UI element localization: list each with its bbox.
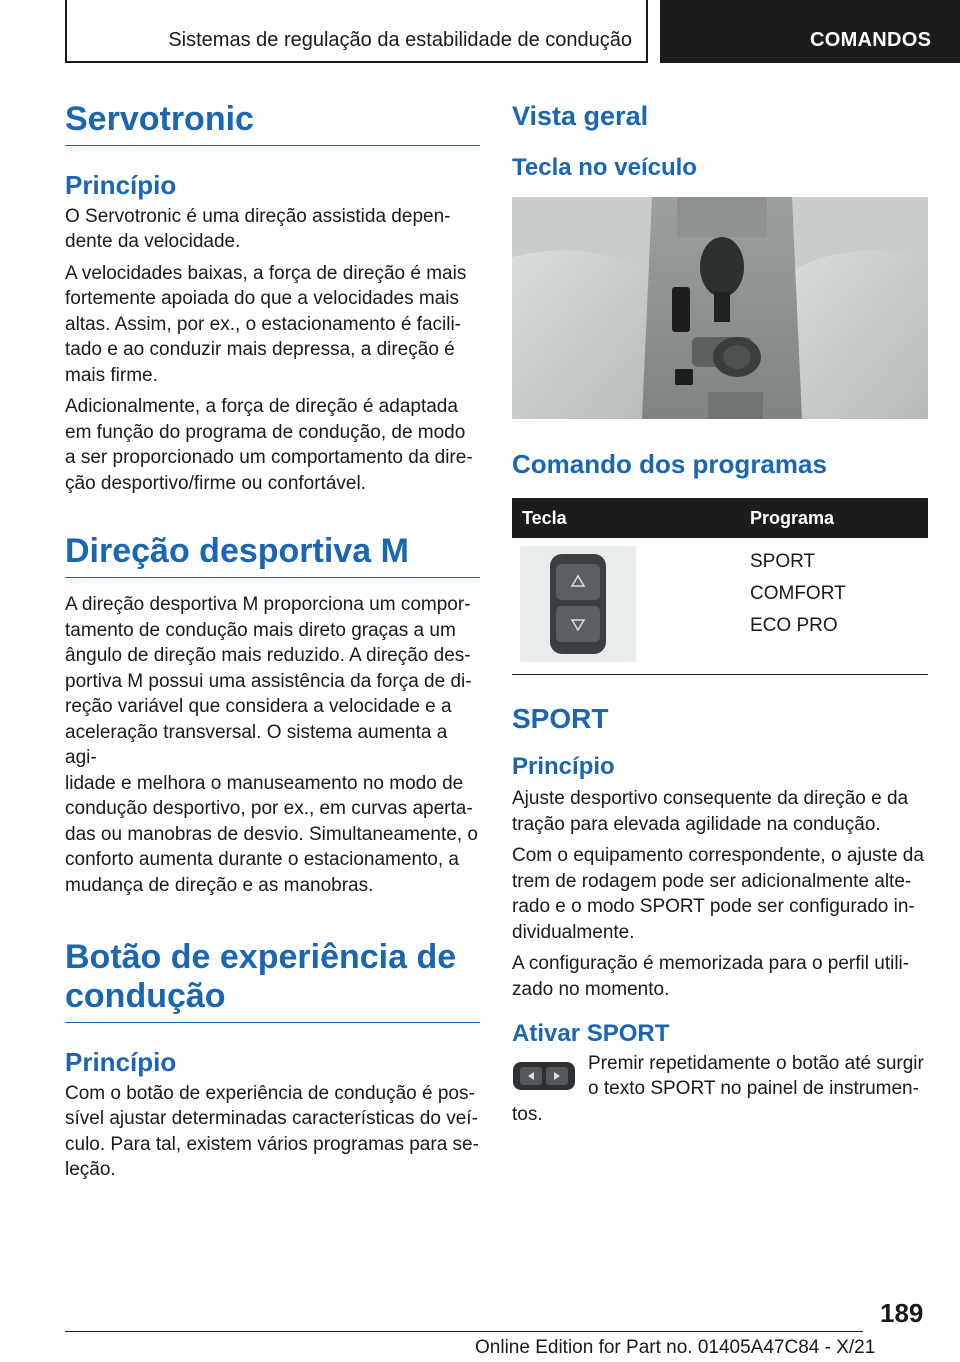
program-button-image xyxy=(520,546,636,662)
right-column xyxy=(512,100,928,1127)
paragraph: Adicionalmente, a força de direção é adaptada em função do programa de condução, de modo a ser proporcionado um comportamento da dire- ção desportivo/firme ou confortável. xyxy=(65,396,473,494)
rocker-switch-icon xyxy=(512,1059,576,1093)
paragraph: Com o equipamento correspondente, o ajuste da trem de rodagem pode ser adicionalmente alte- rado e o modo SPORT pode ser configurado in- dividualmente. xyxy=(512,845,924,943)
heading-rule xyxy=(65,1022,480,1023)
program-table xyxy=(512,498,928,672)
section-title: Sistemas de regulação da estabilidade de condução xyxy=(168,29,632,51)
heading-experience-button: Botão de experiência de condução xyxy=(65,938,457,1015)
paragraph: A velocidades baixas, a força de direção é mais fortemente apoiada do que a velocidades mais altas. Assim, por ex., o estacionamento é facili- tado e ao conduzir mais depressa, a direção é mais firme. xyxy=(65,262,467,386)
driving-experience-button-image xyxy=(512,1059,576,1093)
heading-servotronic: Servotronic xyxy=(65,100,254,138)
chapter-label: COMANDOS xyxy=(810,29,932,51)
page-number: 189 xyxy=(880,1298,924,1328)
table-bottom-rule xyxy=(512,674,928,675)
heading-rule xyxy=(65,577,480,578)
table-row xyxy=(512,538,928,672)
paragraph: O Servotronic é uma direção assistida depen- dente da velocidade. xyxy=(65,205,451,253)
heading-principle: Princípio xyxy=(512,753,615,781)
table-header-key: Tecla xyxy=(512,498,732,538)
vehicle-console-photo xyxy=(512,197,928,419)
paragraph: Premir repetidamente o botão até surgir o texto SPORT no painel de instrumen- tos. xyxy=(512,1052,924,1125)
heading-rule xyxy=(65,145,480,146)
heading-overview: Vista geral xyxy=(512,101,649,131)
heading-program-control: Comando dos programas xyxy=(512,449,827,480)
center-console-illustration xyxy=(512,197,928,419)
table-header-program: Programa xyxy=(732,498,928,538)
paragraph: A direção desportiva M proporciona um compor- tamento de condução mais direto graças a um ângulo de direção mais reduzido. A direção des- portiva M possui uma assistência da força de di- reção variável que considera a velocidade e a aceleração transversal. O sistema aumenta a agi- lidade e melhora o manuseamento no modo de condução desportivo, por ex., em curvas aperta- das ou manobras de desvio. Simultaneamente, o conforto aumenta durante o estacionamento, a mudança de direção e as manobras. xyxy=(65,594,478,896)
heading-sport: SPORT xyxy=(512,703,609,735)
paragraph: A configuração é memorizada para o perfil utili- zado no momento. xyxy=(512,953,910,1000)
edition-note: Online Edition for Part no. 01405A47C84 - X/21 xyxy=(475,1337,876,1358)
paragraph: Ajuste desportivo consequente da direção e da tração para elevada agilidade na condução. xyxy=(512,788,909,835)
up-down-switch-icon xyxy=(520,546,636,662)
heading-sport-steering: Direção desportiva M xyxy=(65,532,409,571)
program-eco-pro: ECO PRO xyxy=(750,615,838,637)
left-column xyxy=(65,100,480,1189)
running-header xyxy=(65,0,648,63)
heading-principle: Princípio xyxy=(65,169,177,200)
footer-rule xyxy=(65,1331,863,1332)
program-comfort: COMFORT xyxy=(750,583,846,605)
program-sport: SPORT xyxy=(750,551,816,573)
heading-vehicle-button: Tecla no veículo xyxy=(512,154,697,182)
heading-principle: Princípio xyxy=(65,1046,177,1077)
heading-activate-sport: Ativar SPORT xyxy=(512,1020,670,1048)
activate-instruction xyxy=(512,1051,928,1128)
chapter-tab xyxy=(660,0,960,63)
paragraph: Com o botão de experiência de condução é pos- sível ajustar determinadas características do veí- culo. Para tal, existem vários programas para se- leção. xyxy=(65,1082,479,1181)
